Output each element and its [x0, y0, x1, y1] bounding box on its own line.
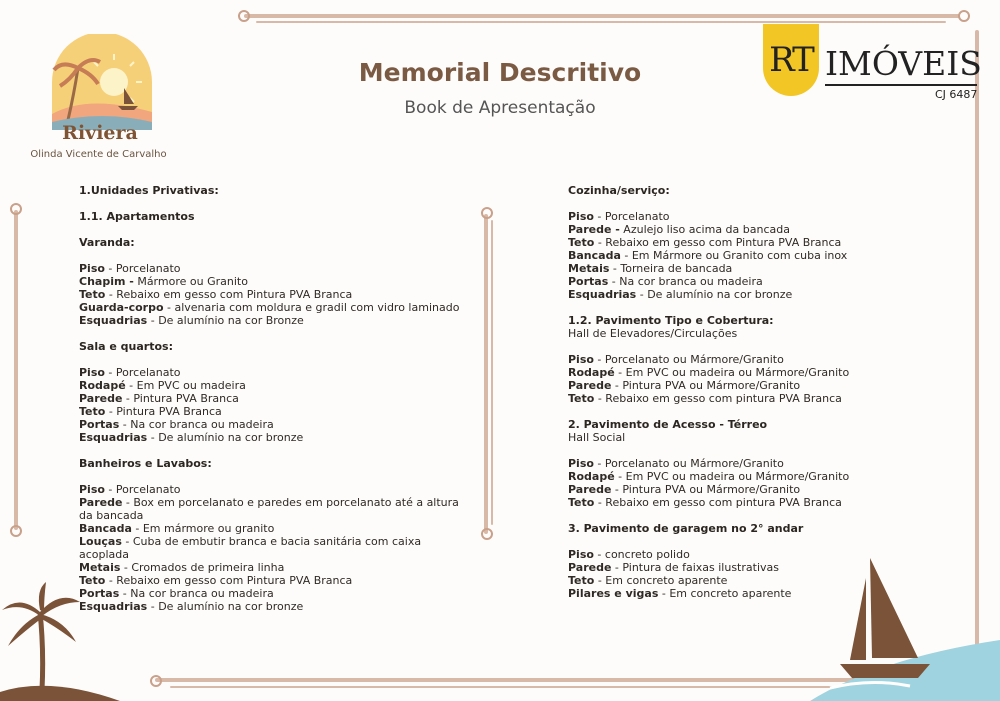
spec-key: Esquadrias: [79, 314, 148, 327]
bottom-frame-bar-inner: [170, 686, 840, 688]
spec-value: - Na cor branca ou madeira: [119, 418, 274, 431]
spec-item: [79, 418, 474, 431]
right-column: [568, 184, 868, 600]
spec-key: Rodapé: [568, 366, 615, 379]
spec-item: [79, 314, 474, 327]
spec-value: - Box em porcelanato e paredes em porcelanato até a altura da bancada: [79, 496, 459, 522]
spec-value: - Cuba de embutir branca e bacia sanitária com caixa acoplada: [79, 535, 422, 561]
frame-curl: [10, 525, 22, 537]
spec-item: [79, 366, 474, 379]
spec-key: Piso: [568, 210, 594, 223]
spec-key: Chapim -: [79, 275, 134, 288]
subsection-heading: 1.1. Apartamentos: [79, 210, 195, 223]
acesso-list: [568, 457, 868, 509]
spec-key: Piso: [568, 457, 594, 470]
spec-key: Teto: [568, 496, 595, 509]
spec-value: - Em mármore ou granito: [131, 522, 275, 535]
spec-value: - Na cor branca ou madeira: [608, 275, 763, 288]
spec-value: - Porcelanato: [593, 210, 670, 223]
spec-key: Parede: [568, 483, 612, 496]
spec-key: Portas: [568, 275, 609, 288]
spec-value: - De alumínio na cor Bronze: [147, 314, 304, 327]
left-column: [79, 184, 474, 613]
spec-item: [79, 262, 474, 275]
spec-key: Esquadrias: [79, 431, 148, 444]
page-subtitle: Book de Apresentação: [404, 98, 596, 118]
spec-key: Teto: [568, 392, 595, 405]
spec-key: Parede: [568, 561, 612, 574]
varanda-heading: Varanda:: [79, 236, 135, 249]
cozinha-heading: Cozinha/serviço:: [568, 184, 670, 197]
spec-value: - Em concreto aparente: [594, 574, 728, 587]
spec-key: Portas: [79, 418, 120, 431]
spec-key: Louças: [79, 535, 122, 548]
spec-key: Piso: [79, 366, 105, 379]
spec-key: Teto: [79, 574, 106, 587]
spec-item: [79, 522, 474, 535]
spec-value: - Rebaixo em gesso com Pintura PVA Branca: [594, 236, 842, 249]
spec-value: - De alumínio na cor bronze: [147, 600, 304, 613]
spec-item: [568, 210, 868, 223]
spec-value: - Cromados de primeira linha: [120, 561, 285, 574]
acesso-subheading: Hall Social: [568, 431, 626, 444]
spec-value: - Porcelanato: [104, 262, 181, 275]
spec-value: - alvenaria com moldura e gradil com vidro laminado: [163, 301, 460, 314]
spec-value: - Em PVC ou madeira ou Mármore/Granito: [614, 470, 850, 483]
spec-item: [568, 353, 868, 366]
brand-name: Riviera: [62, 122, 138, 144]
spec-key: Teto: [568, 236, 595, 249]
spec-item: [79, 392, 474, 405]
spec-item: [568, 288, 868, 301]
top-frame-bar: [244, 14, 960, 18]
spec-item: [568, 496, 868, 509]
varanda-list: [79, 262, 474, 327]
spec-key: Piso: [568, 548, 594, 561]
tipo-list: [568, 353, 868, 405]
banheiros-heading: Banheiros e Lavabos:: [79, 457, 212, 470]
spec-key: Parede: [79, 392, 123, 405]
spec-item: [79, 301, 474, 314]
banheiros-list: [79, 483, 474, 613]
sailboat-icon: [810, 548, 1000, 701]
spec-key: Metais: [79, 561, 121, 574]
spec-key: Teto: [79, 405, 106, 418]
spec-key: Pilares e vigas: [568, 587, 659, 600]
cozinha-list: [568, 210, 868, 301]
realtor-logo-mark: RT: [763, 24, 819, 96]
spec-item: [79, 561, 474, 574]
spec-item: [568, 470, 868, 483]
spec-key: Bancada: [79, 522, 132, 535]
spec-value: - De alumínio na cor bronze: [147, 431, 304, 444]
garagem-heading: 3. Pavimento de garagem no 2° andar: [568, 522, 804, 535]
spec-key: Piso: [568, 353, 594, 366]
spec-item: [568, 249, 868, 262]
spec-item: [568, 262, 868, 275]
frame-curl: [10, 203, 22, 215]
spec-item: [568, 275, 868, 288]
center-bar-right: [491, 220, 493, 525]
tipo-subheading: Hall de Elevadores/Circulações: [568, 327, 738, 340]
spec-value: - Em PVC ou madeira: [125, 379, 246, 392]
spec-item: [79, 535, 474, 561]
spec-value: Azulejo liso acima da bancada: [619, 223, 790, 236]
spec-key: Portas: [79, 587, 120, 600]
spec-item: [568, 366, 868, 379]
spec-value: - Rebaixo em gesso com Pintura PVA Branca: [105, 574, 353, 587]
spec-item: [79, 574, 474, 587]
frame-curl: [481, 528, 493, 540]
spec-key: Esquadrias: [568, 288, 637, 301]
spec-value: - Pintura de faixas ilustrativas: [611, 561, 779, 574]
spec-key: Metais: [568, 262, 610, 275]
spec-item: [79, 431, 474, 444]
spec-value: - Torneira de bancada: [609, 262, 733, 275]
sala-list: [79, 366, 474, 444]
spec-value: - De alumínio na cor bronze: [636, 288, 793, 301]
top-frame-bar-inner: [256, 21, 946, 23]
spec-item: [568, 483, 868, 496]
realtor-name: IMÓVEIS: [825, 44, 982, 83]
spec-value: - Rebaixo em gesso com pintura PVA Branca: [594, 496, 842, 509]
spec-value: Mármore ou Granito: [133, 275, 248, 288]
spec-key: Teto: [568, 574, 595, 587]
spec-value: - Pintura PVA ou Mármore/Granito: [611, 379, 801, 392]
spec-key: Piso: [79, 483, 105, 496]
spec-item: [568, 379, 868, 392]
spec-item: [79, 587, 474, 600]
page-title: Memorial Descritivo: [358, 58, 642, 87]
realtor-underline: [825, 84, 977, 86]
spec-value: - Em PVC ou madeira ou Mármore/Granito: [614, 366, 850, 379]
spec-item: [79, 288, 474, 301]
frame-curl: [238, 10, 250, 22]
brand-location: Olinda Vicente de Carvalho: [30, 149, 167, 160]
tipo-heading: 1.2. Pavimento Tipo e Cobertura:: [568, 314, 774, 327]
spec-key: Parede: [79, 496, 123, 509]
spec-value: - Rebaixo em gesso com pintura PVA Branca: [594, 392, 842, 405]
frame-curl: [481, 207, 493, 219]
spec-item: [568, 457, 868, 470]
sala-heading: Sala e quartos:: [79, 340, 173, 353]
spec-value: - Rebaixo em gesso com Pintura PVA Branca: [105, 288, 353, 301]
spec-key: Parede -: [568, 223, 620, 236]
spec-key: Guarda-corpo: [79, 301, 164, 314]
spec-item: [568, 392, 868, 405]
spec-value: - Em Mármore ou Granito com cuba inox: [620, 249, 848, 262]
spec-item: [79, 275, 474, 288]
spec-value: - Porcelanato: [104, 483, 181, 496]
riviera-logo-icon: [48, 34, 156, 130]
palm-tree-icon: [0, 580, 120, 701]
left-column-bar: [14, 210, 18, 530]
bottom-frame-bar: [155, 678, 855, 682]
spec-value: - Pintura PVA ou Mármore/Granito: [611, 483, 801, 496]
spec-value: - Porcelanato ou Mármore/Granito: [593, 353, 784, 366]
acesso-heading: 2. Pavimento de Acesso - Térreo: [568, 418, 768, 431]
spec-key: Parede: [568, 379, 612, 392]
spec-value: - Porcelanato ou Mármore/Granito: [593, 457, 784, 470]
spec-value: - Pintura PVA Branca: [122, 392, 239, 405]
spec-key: Rodapé: [568, 470, 615, 483]
spec-key: Piso: [79, 262, 105, 275]
spec-key: Bancada: [568, 249, 621, 262]
spec-value: - concreto polido: [593, 548, 690, 561]
spec-item: [79, 379, 474, 392]
spec-key: Teto: [79, 288, 106, 301]
spec-item: [79, 600, 474, 613]
spec-item: [568, 236, 868, 249]
spec-key: Rodapé: [79, 379, 126, 392]
spec-value: - Na cor branca ou madeira: [119, 587, 274, 600]
spec-item: [79, 496, 474, 522]
frame-curl: [958, 10, 970, 22]
realtor-registration: CJ 6487: [935, 88, 978, 101]
spec-item: [79, 483, 474, 496]
spec-value: - Em concreto aparente: [658, 587, 792, 600]
spec-item: [79, 405, 474, 418]
spec-key: Esquadrias: [79, 600, 148, 613]
spec-value: - Pintura PVA Branca: [105, 405, 222, 418]
center-bar-left: [484, 214, 488, 534]
section-heading: 1.Unidades Privativas:: [79, 184, 219, 197]
spec-value: - Porcelanato: [104, 366, 181, 379]
frame-curl: [150, 675, 162, 687]
spec-item: [568, 223, 868, 236]
